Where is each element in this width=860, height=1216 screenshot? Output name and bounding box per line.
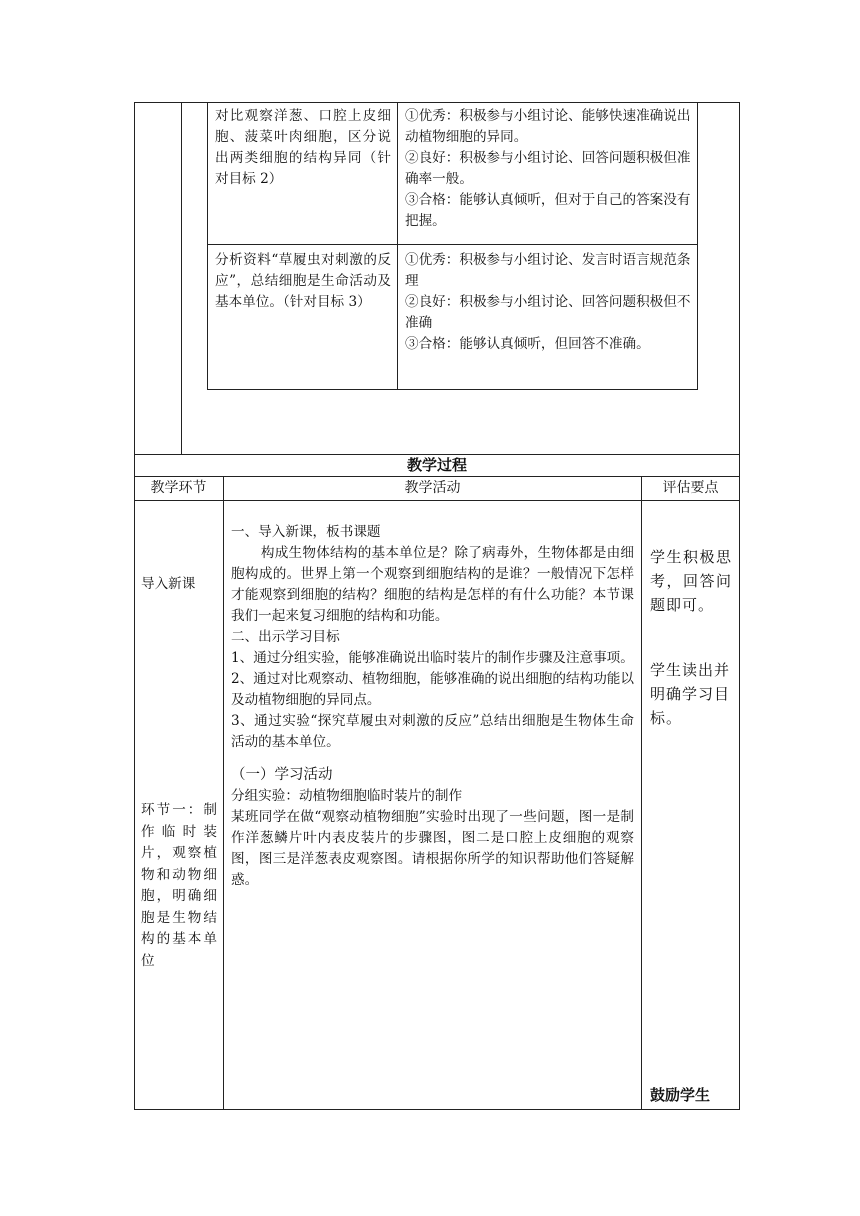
eval-criteria-1-good: ②良好：积极参与小组讨论、回答问题积极但准确率一般。 [405, 150, 691, 187]
title-row-divider [134, 476, 740, 477]
experiment-title: 分组实验：动植物细胞临时装片的制作 [231, 788, 463, 804]
eval-criteria-1-excellent: ①优秀：积极参与小组讨论、能够快速准确说出动植物细胞的异同。 [405, 108, 691, 145]
eval-criteria-1 [405, 106, 693, 232]
process-col-divider-1 [223, 476, 224, 1110]
activity-heading: （一）学习活动 [231, 767, 333, 783]
outer-right-border [739, 102, 740, 454]
inner-mid-border [397, 102, 398, 389]
header-assessment: 评估要点 [662, 480, 719, 496]
intro-text: 构成生物体结构的基本单位是？除了病毒外，生物体都是由细胞构成的。世界上第一个观察到细胞结构的是谁？一般情况下怎样才能观察到细胞的结构？细胞的结构是怎样的有什么功能？本节课我们一起来复习细胞的结构和功能。 [231, 545, 634, 624]
eval-task-2: 分析资料“草履虫对刺激的反应”，总结细胞是生命活动及基本单位。（针对目标 3） [215, 252, 391, 310]
inner-left-border [207, 102, 208, 389]
experiment-text: 某班同学在做“观察动植物细胞”实验时出现了一些问题，图一是制作洋葱鳞片叶内表皮装片的步骤图，图二是口腔上皮细胞的观察图，图三是洋葱表皮观察图。请根据你所学的知识帮助他们答疑解惑。 [231, 809, 634, 888]
process-left-border [134, 454, 135, 1110]
assessment-1: 学生积极思考，回答问题即可。 [650, 548, 732, 614]
intro-heading: 一、导入新课，板书课题 [231, 524, 381, 540]
outer-left-border [134, 102, 135, 454]
eval-criteria-2 [405, 250, 693, 355]
process-col-divider-2 [641, 476, 642, 1110]
inner-bottom-border [207, 389, 698, 390]
goal-2: 2、通过对比观察动、植物细胞，能够准确的说出细胞的结构功能以及动植物细胞的异同点。 [231, 671, 634, 708]
process-right-border [739, 454, 740, 1110]
eval-criteria-1-pass: ③合格：能够认真倾听，但对于自己的答案没有把握。 [405, 192, 691, 229]
header-stage: 教学环节 [150, 480, 207, 496]
eval-task-1: 对比观察洋葱、口腔上皮细胞、菠菜叶肉细胞，区分说出两类细胞的结构异同（针对目标 2） [215, 108, 391, 187]
eval-criteria-2-good: ②良好：积极参与小组讨论、回答问题积极但不准确 [405, 294, 691, 331]
eval-criteria-2-excellent: ①优秀：积极参与小组讨论、发言时语言规范条理 [405, 252, 691, 289]
header-row-divider [134, 500, 740, 501]
eval-criteria-2-pass: ③合格：能够认真倾听，但回答不准确。 [405, 336, 650, 352]
inner-right-border [697, 102, 698, 389]
header-activity: 教学活动 [404, 480, 461, 496]
goal-1: 1、通过分组实验，能够准确说出临时装片的制作步骤及注意事项。 [231, 650, 634, 666]
process-bottom-border [134, 1109, 740, 1110]
assessment-2: 学生读出并明确学习目标。 [650, 661, 731, 727]
outer-top-border [134, 102, 740, 103]
goal-3: 3、通过实验“探究草履虫对刺激的反应”总结出细胞是生物体生命活动的基本单位。 [231, 713, 634, 750]
stage-one: 环节一：制作临时装片，观察植物和动物细胞，明确细胞是生物结构的基本单位 [141, 802, 217, 969]
inner-row-divider [207, 244, 698, 245]
goals-heading: 二、出示学习目标 [231, 629, 340, 645]
assessment-3: 鼓励学生 [650, 1086, 711, 1104]
process-title: 教学过程 [406, 456, 467, 474]
activity-content [231, 522, 634, 891]
col-divider-1 [181, 102, 182, 454]
stage-intro: 导入新课 [141, 576, 196, 592]
